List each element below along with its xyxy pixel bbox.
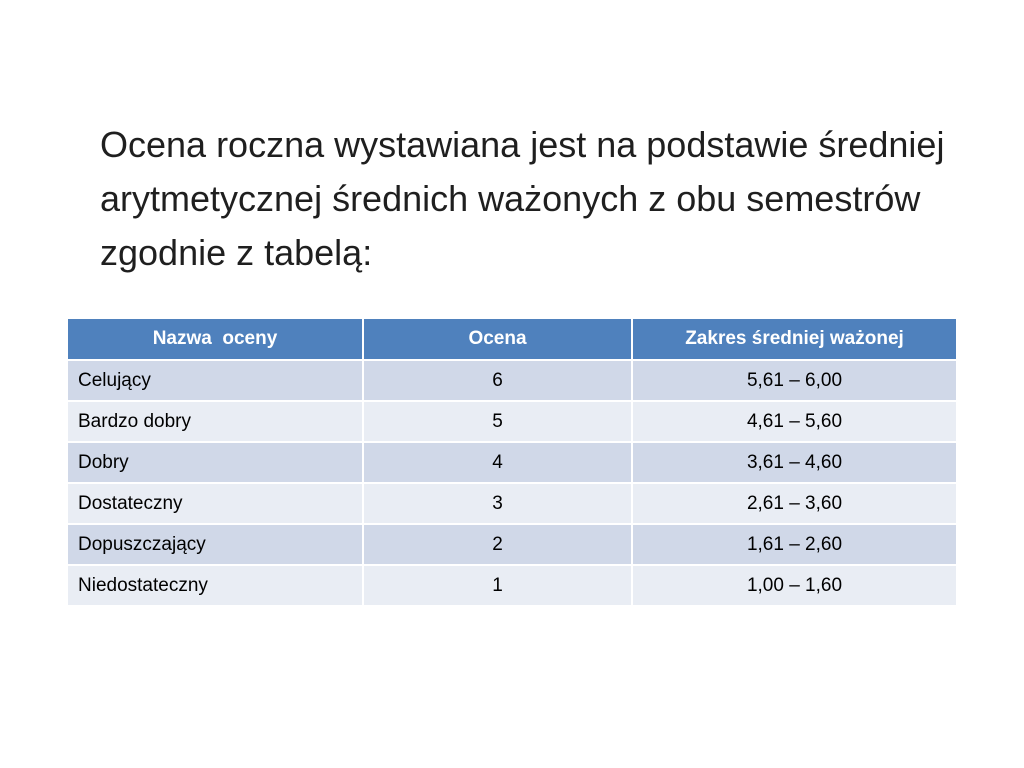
- cell-average-range: 5,61 – 6,00: [632, 360, 956, 401]
- table-header-row: [68, 319, 956, 360]
- cell-average-range: 1,61 – 2,60: [632, 524, 956, 565]
- header-grade: Ocena: [363, 319, 632, 360]
- cell-grade: 6: [363, 360, 632, 401]
- header-average-range: Zakres średniej ważonej: [632, 319, 956, 360]
- cell-average-range: 2,61 – 3,60: [632, 483, 956, 524]
- table-row: [68, 483, 956, 524]
- intro-paragraph: Ocena roczna wystawiana jest na podstawie średniej arytmetycznej średnich ważonych z obu semestrów zgodnie z tabelą:: [100, 124, 945, 273]
- grades-table: [68, 319, 956, 605]
- table-row: [68, 442, 956, 483]
- cell-grade: 3: [363, 483, 632, 524]
- table-row: [68, 360, 956, 401]
- cell-grade-name: Dostateczny: [68, 483, 363, 524]
- cell-grade: 1: [363, 565, 632, 605]
- header-grade-name: Nazwa oceny: [68, 319, 363, 360]
- cell-grade-name: Dobry: [68, 442, 363, 483]
- cell-grade-name: Dopuszczający: [68, 524, 363, 565]
- cell-grade-name: Bardzo dobry: [68, 401, 363, 442]
- cell-average-range: 4,61 – 5,60: [632, 401, 956, 442]
- cell-grade: 2: [363, 524, 632, 565]
- cell-grade: 5: [363, 401, 632, 442]
- table-row: [68, 524, 956, 565]
- cell-grade: 4: [363, 442, 632, 483]
- cell-average-range: 3,61 – 4,60: [632, 442, 956, 483]
- table-row: [68, 401, 956, 442]
- cell-average-range: 1,00 – 1,60: [632, 565, 956, 605]
- cell-grade-name: Celujący: [68, 360, 363, 401]
- table-row: [68, 565, 956, 605]
- cell-grade-name: Niedostateczny: [68, 565, 363, 605]
